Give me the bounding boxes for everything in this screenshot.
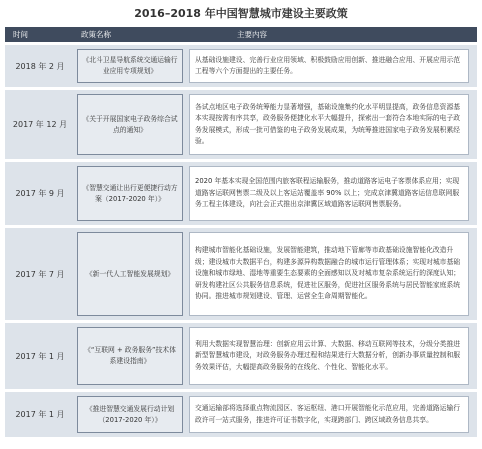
header-content: 主要内容 — [237, 30, 267, 39]
policy-table — [5, 27, 477, 437]
table-row — [5, 90, 477, 159]
table-row — [5, 392, 477, 437]
row-policy-name: 《关于开展国家电子政务综合试点的通知》 — [77, 94, 183, 155]
row-content: 2020 年基本实现全国范围内旅客联程运输服务，推动道路客运电子客票体系应用；实现道路客运联网售票二级及以上客运站覆盖率 90% 以上；完成京津冀道路客运信息联网服务工程主体建设，向社会正式推出京津冀区域道路客运联网售票服务。 — [189, 166, 469, 221]
table-row — [5, 228, 477, 320]
table-row — [5, 45, 477, 87]
row-policy-name: 《智慧交通让出行更便捷行动方案（2017-2020 年）》 — [77, 166, 183, 221]
row-content: 构建城市智能化基础设施，发展智能建筑，推动地下管廊等市政基础设施智能化改造升级；建设城市大数据平台，构建多源异构数据融合的城市运行管理体系；实现对城市基础设施和城市绿地、湿地等重要生态要素的全面感知以及对城市复杂系统运行的深度认知；研发构建社区公共服务信息系统，促进社区服务，促进社区服务系统与居民智能家庭系统协同。推进城市规划建设、管理、运营全生命周期智能化。 — [189, 232, 469, 316]
row-date: 2017 年 9 月 — [15, 189, 65, 198]
row-content: 从基础设施建设、完善行业应用领域、积极鼓励应用创新、推进融合应用、开展应用示范工程等六个方面提出的主要任务。 — [189, 49, 469, 83]
row-policy-name: 《推进智慧交通发展行动计划（2017-2020 年）》 — [77, 396, 183, 433]
row-policy-name: 《“互联网 + 政务服务”技术体系建设指南》 — [77, 327, 183, 385]
row-content: 交通运输部将选择重点物流园区、客运枢纽、港口开展智能化示范应用，完善道路运输行政许可一站式服务，推进许可证书数字化，实现跨部门、跨区域政务信息共享。 — [189, 396, 469, 433]
row-date: 2017 年 1 月 — [15, 410, 65, 419]
row-date: 2017 年 7 月 — [15, 269, 65, 279]
table-row — [5, 162, 477, 225]
header-time: 时间 — [13, 30, 28, 39]
row-content: 各试点地区电子政务统筹能力显著增强，基础设施集约化水平明显提高，政务信息资源基本实现按需有序共享，政务服务便捷化水平大幅提升，探索出一套符合本地实际的电子政务发展模式，形成一批可借鉴的电子政务发展成果，为统筹推进国家电子政务发展积累经验。 — [189, 94, 469, 155]
row-date: 2018 年 2 月 — [15, 61, 65, 71]
row-date: 2017 年 1 月 — [15, 351, 65, 361]
header-policy-name: 政策名称 — [81, 30, 111, 39]
table-title: 2016–2018 年中国智慧城市建设主要政策 — [134, 7, 348, 20]
table-row — [5, 323, 477, 389]
row-policy-name: 《新一代人工智能发展规划》 — [77, 232, 183, 316]
row-date: 2017 年 12 月 — [12, 120, 68, 129]
row-content: 利用大数据实现智慧治理：创新应用云计算、大数据、移动互联网等技术，分级分类推进新型智慧城市建设，对政务服务办理过程和结果进行大数据分析，创新办事质量控制和服务效果评估，大幅提高政务服务的在线化、个性化、智能化水平。 — [189, 327, 469, 385]
row-policy-name: 《北斗卫星导航系统交通运输行业应用专项规划》 — [77, 49, 183, 83]
table-header — [5, 27, 477, 42]
